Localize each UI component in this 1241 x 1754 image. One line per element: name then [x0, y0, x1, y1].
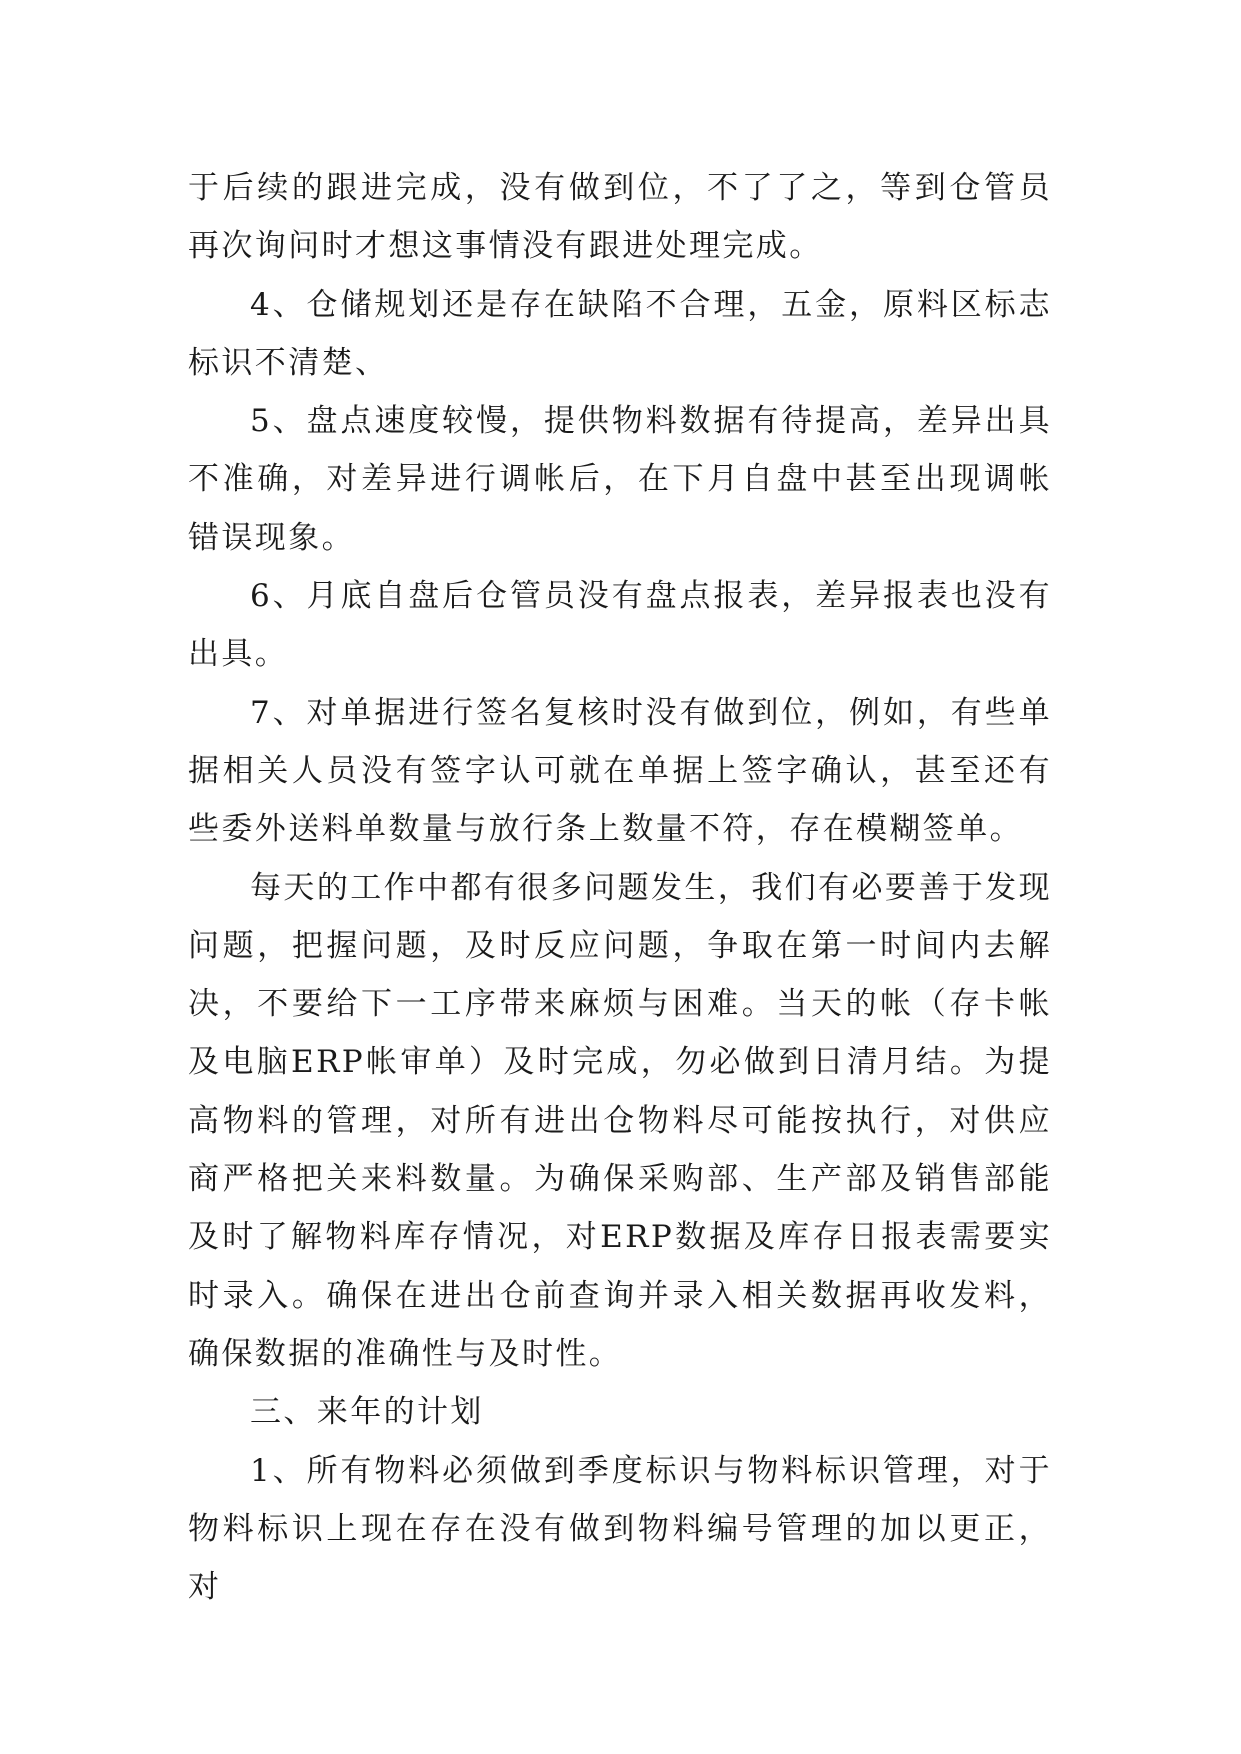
paragraph-item-4: 4、仓储规划还是存在缺陷不合理，五金，原料区标志标识不清楚、 — [188, 286, 1052, 381]
paragraph-item-5: 5、盘点速度较慢，提供物料数据有待提高，差异出具不准确，对差异进行调帐后，在下月自盘中甚至出现调帐错误现象。 — [188, 403, 1052, 556]
paragraph-item-7: 7、对单据进行签名复核时没有做到位，例如，有些单据相关人员没有签字认可就在单据上签字确认，甚至还有些委外送料单数量与放行条上数量不符，存在模糊签单。 — [188, 694, 1052, 848]
paragraph-item-6: 6、月底自盘后仓管员没有盘点报表，差异报表也没有出具。 — [188, 578, 1052, 673]
document-body — [188, 159, 1052, 1616]
paragraph-plan-1: 1、所有物料必须做到季度标识与物料标识管理，对于物料标识上现在存在没有做到物料编号管理的加以更正，对 — [188, 1452, 1052, 1606]
section-heading: 三、来年的计划 — [250, 1394, 484, 1431]
paragraph-summary: 每天的工作中都有很多问题发生，我们有必要善于发现问题，把握问题，及时反应问题，争取在第一时间内去解决，不要给下一工序带来麻烦与困难。当天的帐（存卡帐及电脑ERP帐审单）及时完成，勿必做到日清月结。为提高物料的管理，对所有进出仓物料尽可能按执行，对供应商严格把关来料数量。为确保采购部、生产部及销售部能及时了解物料库存情况，对ERP数据及库存日报表需要实时录入。确保在进出仓前查询并录入相关数据再收发料，确保数据的准确性与及时性。 — [188, 869, 1052, 1372]
paragraph-continuation: 于后续的跟进完成，没有做到位，不了了之，等到仓管员再次询问时才想这事情没有跟进处理完成。 — [188, 170, 1052, 265]
